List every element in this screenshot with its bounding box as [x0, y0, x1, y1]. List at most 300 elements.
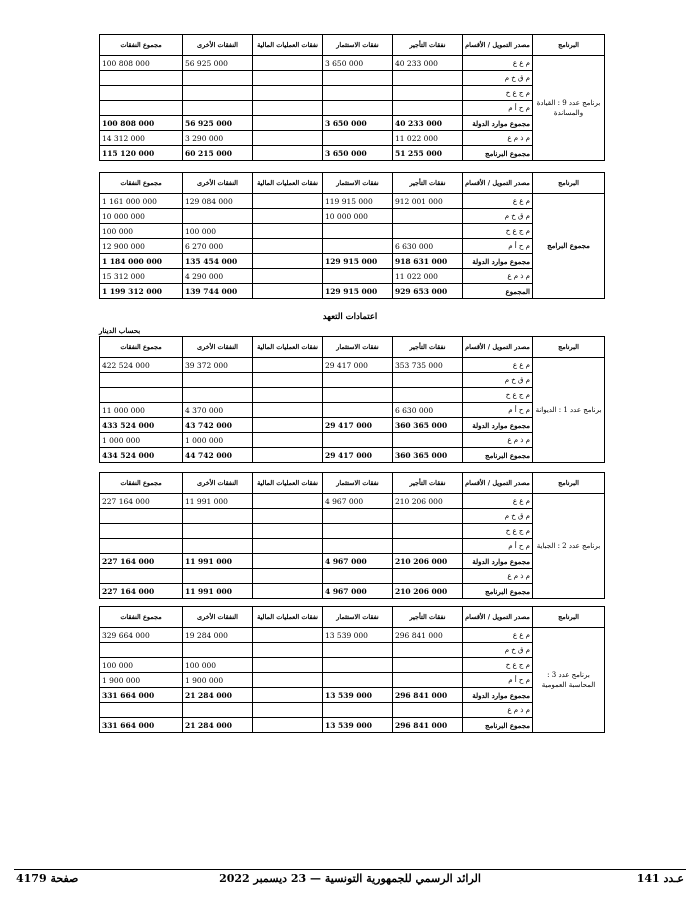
table-row	[100, 418, 605, 433]
column-header: نفقات الاستثمار	[323, 173, 393, 194]
funding-source: م ق خ م	[463, 509, 533, 524]
column-header: نفقات التأجير	[393, 607, 463, 628]
column-header: النفقات الأخرى	[183, 337, 253, 358]
funding-source: م ذ م ع	[463, 131, 533, 146]
amount-cell: 1 184 000 000	[100, 254, 183, 269]
amount-cell	[253, 628, 323, 643]
amount-cell: 210 206 000	[393, 494, 463, 509]
amount-cell: 4 370 000	[183, 403, 253, 418]
section-title: اعتمادات التعهد	[322, 312, 378, 322]
amount-cell	[183, 209, 253, 224]
funding-source: م ع ع	[463, 494, 533, 509]
amount-cell	[183, 539, 253, 554]
amount-cell	[323, 539, 393, 554]
table-row	[100, 209, 605, 224]
amount-cell	[253, 658, 323, 673]
table-row	[100, 86, 605, 101]
amount-cell: 60 215 000	[183, 146, 253, 161]
funding-source: م ق خ م	[463, 209, 533, 224]
amount-cell	[100, 373, 183, 388]
amount-cell	[323, 403, 393, 418]
amount-cell	[253, 433, 323, 448]
funding-source: م ج ع خ	[463, 524, 533, 539]
funding-source: م ع ع	[463, 628, 533, 643]
amount-cell	[393, 539, 463, 554]
amount-cell: 10 000 000	[100, 209, 183, 224]
amount-cell	[253, 269, 323, 284]
amount-cell: 29 417 000	[323, 448, 393, 463]
funding-source: م ق خ م	[463, 373, 533, 388]
amount-cell: 21 284 000	[183, 718, 253, 733]
amount-cell: 129 915 000	[323, 284, 393, 299]
amount-cell: 296 841 000	[393, 628, 463, 643]
amount-cell	[393, 524, 463, 539]
column-header: النفقات الأخرى	[183, 607, 253, 628]
amount-cell: 331 664 000	[100, 718, 183, 733]
amount-cell	[393, 209, 463, 224]
amount-cell: 360 365 000	[393, 418, 463, 433]
amount-cell	[253, 703, 323, 718]
amount-cell: 14 312 000	[100, 131, 183, 146]
budget-table-all-programs	[99, 172, 605, 299]
column-header: نفقات العمليات المالية	[253, 173, 323, 194]
column-header: نفقات الاستثمار	[323, 607, 393, 628]
amount-cell: 1 000 000	[183, 433, 253, 448]
table-row	[100, 56, 605, 71]
column-header: النفقات الأخرى	[183, 173, 253, 194]
amount-cell	[323, 509, 393, 524]
header-row	[100, 35, 605, 56]
amount-cell: 4 967 000	[323, 584, 393, 599]
amount-cell	[393, 703, 463, 718]
table-row	[100, 131, 605, 146]
amount-cell	[393, 509, 463, 524]
amount-cell: 227 164 000	[100, 494, 183, 509]
amount-cell	[323, 269, 393, 284]
program-name: برنامج عدد 3 : المحاسبة العمومية	[533, 628, 605, 733]
column-header: نفقات الاستثمار	[323, 35, 393, 56]
amount-cell	[253, 403, 323, 418]
amount-cell: 51 255 000	[393, 146, 463, 161]
amount-cell	[393, 86, 463, 101]
amount-cell	[253, 86, 323, 101]
program-name: برنامج عدد 1 : الديوانة	[533, 358, 605, 463]
amount-cell	[323, 224, 393, 239]
amount-cell: 100 000	[100, 224, 183, 239]
amount-cell	[393, 569, 463, 584]
amount-cell	[323, 101, 393, 116]
column-header: نفقات العمليات المالية	[253, 473, 323, 494]
table-row	[100, 448, 605, 463]
amount-cell	[100, 101, 183, 116]
table-row	[100, 703, 605, 718]
amount-cell: 433 524 000	[100, 418, 183, 433]
funding-source: م ع ع	[463, 194, 533, 209]
amount-cell	[100, 86, 183, 101]
funding-source: م ق خ م	[463, 71, 533, 86]
amount-cell	[183, 509, 253, 524]
funding-source: م ذ م ع	[463, 569, 533, 584]
amount-cell	[393, 658, 463, 673]
amount-cell	[253, 101, 323, 116]
amount-cell: 4 290 000	[183, 269, 253, 284]
funding-source: مجموع موارد الدولة	[463, 554, 533, 569]
amount-cell: 11 022 000	[393, 269, 463, 284]
program-name: برنامج عدد 9 : القيادة والمساندة	[533, 56, 605, 161]
column-header: مجموع النفقات	[100, 173, 183, 194]
funding-source: المجموع	[463, 284, 533, 299]
table-row	[100, 539, 605, 554]
amount-cell: 4 967 000	[323, 494, 393, 509]
table-row	[100, 584, 605, 599]
program-name: برنامج عدد 2 : الجباية	[533, 494, 605, 599]
column-header: نفقات التأجير	[393, 173, 463, 194]
amount-cell	[183, 373, 253, 388]
funding-source: م ج ع خ	[463, 388, 533, 403]
funding-source: مجموع موارد الدولة	[463, 254, 533, 269]
amount-cell	[183, 524, 253, 539]
amount-cell: 3 650 000	[323, 146, 393, 161]
amount-cell	[393, 388, 463, 403]
amount-cell: 100 000	[183, 224, 253, 239]
amount-cell	[393, 224, 463, 239]
amount-cell	[323, 388, 393, 403]
column-header: نفقات العمليات المالية	[253, 35, 323, 56]
amount-cell	[253, 509, 323, 524]
amount-cell: 129 915 000	[323, 254, 393, 269]
table-row	[100, 509, 605, 524]
funding-source: م ح أ م	[463, 539, 533, 554]
amount-cell	[323, 703, 393, 718]
column-header: البرنامج	[533, 473, 605, 494]
amount-cell: 912 001 000	[393, 194, 463, 209]
column-header: مصدر التمويل / الأقسام	[463, 473, 533, 494]
amount-cell: 119 915 000	[323, 194, 393, 209]
amount-cell	[253, 718, 323, 733]
amount-cell: 29 417 000	[323, 358, 393, 373]
amount-cell	[253, 673, 323, 688]
amount-cell	[323, 643, 393, 658]
amount-cell: 4 967 000	[323, 554, 393, 569]
amount-cell: 3 290 000	[183, 131, 253, 146]
amount-cell: 1 900 000	[183, 673, 253, 688]
column-header: البرنامج	[533, 173, 605, 194]
table-row	[100, 628, 605, 643]
amount-cell: 1 000 000	[100, 433, 183, 448]
amount-cell	[253, 524, 323, 539]
amount-cell: 11 991 000	[183, 554, 253, 569]
amount-cell	[253, 284, 323, 299]
amount-cell	[323, 658, 393, 673]
amount-cell: 13 539 000	[323, 718, 393, 733]
amount-cell	[253, 418, 323, 433]
funding-source: مجموع البرنامج	[463, 448, 533, 463]
amount-cell: 1 900 000	[100, 673, 183, 688]
amount-cell	[253, 584, 323, 599]
amount-cell: 422 524 000	[100, 358, 183, 373]
amount-cell	[253, 71, 323, 86]
amount-cell: 12 900 000	[100, 239, 183, 254]
amount-cell	[253, 116, 323, 131]
amount-cell	[253, 539, 323, 554]
amount-cell: 43 742 000	[183, 418, 253, 433]
column-header: نفقات التأجير	[393, 35, 463, 56]
amount-cell: 100 000	[183, 658, 253, 673]
amount-cell: 10 000 000	[323, 209, 393, 224]
amount-cell	[323, 131, 393, 146]
amount-cell	[253, 688, 323, 703]
amount-cell	[253, 254, 323, 269]
amount-cell	[100, 509, 183, 524]
budget-table-program-9	[99, 34, 605, 161]
table-row	[100, 688, 605, 703]
amount-cell: 56 925 000	[183, 116, 253, 131]
funding-source: مجموع موارد الدولة	[463, 418, 533, 433]
column-header: البرنامج	[533, 607, 605, 628]
amount-cell	[183, 388, 253, 403]
column-header: مجموع النفقات	[100, 607, 183, 628]
amount-cell	[253, 373, 323, 388]
amount-cell	[393, 71, 463, 86]
column-header: نفقات التأجير	[393, 473, 463, 494]
table-row	[100, 494, 605, 509]
funding-source: م ج ع خ	[463, 658, 533, 673]
funding-source: مجموع البرنامج	[463, 146, 533, 161]
amount-cell: 129 084 000	[183, 194, 253, 209]
header-row	[100, 337, 605, 358]
amount-cell	[253, 569, 323, 584]
table-row	[100, 718, 605, 733]
amount-cell: 6 270 000	[183, 239, 253, 254]
funding-source: م ج ع خ	[463, 224, 533, 239]
amount-cell: 3 650 000	[323, 56, 393, 71]
funding-source: م ق خ م	[463, 643, 533, 658]
amount-cell: 44 742 000	[183, 448, 253, 463]
amount-cell: 296 841 000	[393, 718, 463, 733]
amount-cell: 360 365 000	[393, 448, 463, 463]
amount-cell	[323, 673, 393, 688]
table-row	[100, 554, 605, 569]
amount-cell: 29 417 000	[323, 418, 393, 433]
amount-cell	[323, 86, 393, 101]
amount-cell: 227 164 000	[100, 584, 183, 599]
amount-cell: 56 925 000	[183, 56, 253, 71]
amount-cell	[393, 373, 463, 388]
amount-cell: 100 808 000	[100, 56, 183, 71]
page-number: صفحة 4179	[16, 872, 79, 885]
table-row	[100, 254, 605, 269]
table-row	[100, 101, 605, 116]
funding-source: م ج ع خ	[463, 86, 533, 101]
amount-cell	[100, 643, 183, 658]
amount-cell: 40 233 000	[393, 116, 463, 131]
funding-source: م ح أ م	[463, 403, 533, 418]
column-header: النفقات الأخرى	[183, 35, 253, 56]
column-header: نفقات العمليات المالية	[253, 607, 323, 628]
table-row	[100, 569, 605, 584]
amount-cell	[253, 146, 323, 161]
amount-cell	[183, 569, 253, 584]
amount-cell	[183, 71, 253, 86]
amount-cell: 353 735 000	[393, 358, 463, 373]
amount-cell	[393, 433, 463, 448]
amount-cell	[323, 524, 393, 539]
column-header: نفقات العمليات المالية	[253, 337, 323, 358]
amount-cell	[100, 71, 183, 86]
table-row	[100, 643, 605, 658]
amount-cell: 11 991 000	[183, 584, 253, 599]
header-row	[100, 173, 605, 194]
amount-cell: 21 284 000	[183, 688, 253, 703]
funding-source: م ع ع	[463, 358, 533, 373]
issue-number: عـدد 141	[636, 872, 684, 885]
column-header: مصدر التمويل / الأقسام	[463, 607, 533, 628]
amount-cell	[253, 209, 323, 224]
column-header: مصدر التمويل / الأقسام	[463, 35, 533, 56]
column-header: نفقات الاستثمار	[323, 337, 393, 358]
amount-cell	[253, 239, 323, 254]
funding-source: م ح أ م	[463, 101, 533, 116]
header-row	[100, 607, 605, 628]
amount-cell: 40 233 000	[393, 56, 463, 71]
amount-cell	[100, 539, 183, 554]
amount-cell: 11 991 000	[183, 494, 253, 509]
funding-source: مجموع البرنامج	[463, 584, 533, 599]
funding-source: مجموع البرنامج	[463, 718, 533, 733]
amount-cell: 210 206 000	[393, 584, 463, 599]
table-row	[100, 388, 605, 403]
amount-cell	[323, 239, 393, 254]
amount-cell	[323, 433, 393, 448]
amount-cell: 100 808 000	[100, 116, 183, 131]
column-header: البرنامج	[533, 337, 605, 358]
table-row	[100, 71, 605, 86]
amount-cell: 139 744 000	[183, 284, 253, 299]
amount-cell: 434 524 000	[100, 448, 183, 463]
amount-cell	[253, 56, 323, 71]
amount-cell	[393, 673, 463, 688]
funding-source: مجموع موارد الدولة	[463, 116, 533, 131]
funding-source: مجموع موارد الدولة	[463, 688, 533, 703]
amount-cell: 11 000 000	[100, 403, 183, 418]
table-row	[100, 403, 605, 418]
column-header: نفقات الاستثمار	[323, 473, 393, 494]
table-row	[100, 194, 605, 209]
amount-cell	[253, 194, 323, 209]
table-row	[100, 433, 605, 448]
funding-source: م ع ع	[463, 56, 533, 71]
amount-cell: 135 454 000	[183, 254, 253, 269]
column-header: البرنامج	[533, 35, 605, 56]
table-row	[100, 673, 605, 688]
amount-cell	[183, 643, 253, 658]
amount-cell	[100, 569, 183, 584]
amount-cell: 3 650 000	[323, 116, 393, 131]
amount-cell: 6 630 000	[393, 403, 463, 418]
column-header: نفقات التأجير	[393, 337, 463, 358]
amount-cell: 15 312 000	[100, 269, 183, 284]
amount-cell	[323, 373, 393, 388]
amount-cell	[100, 388, 183, 403]
table-row	[100, 239, 605, 254]
amount-cell: 227 164 000	[100, 554, 183, 569]
column-header: مجموع النفقات	[100, 337, 183, 358]
amount-cell	[183, 86, 253, 101]
table-row	[100, 524, 605, 539]
amount-cell	[253, 643, 323, 658]
amount-cell	[323, 71, 393, 86]
amount-cell	[183, 101, 253, 116]
column-header: مجموع النفقات	[100, 473, 183, 494]
table-row	[100, 358, 605, 373]
amount-cell	[253, 448, 323, 463]
amount-cell: 13 539 000	[323, 628, 393, 643]
amount-cell: 918 631 000	[393, 254, 463, 269]
amount-cell	[100, 703, 183, 718]
amount-cell: 1 199 312 000	[100, 284, 183, 299]
amount-cell: 331 664 000	[100, 688, 183, 703]
amount-cell: 39 372 000	[183, 358, 253, 373]
amount-cell	[393, 643, 463, 658]
amount-cell	[183, 703, 253, 718]
amount-cell	[253, 388, 323, 403]
footer-rule	[14, 869, 686, 870]
header-row	[100, 473, 605, 494]
budget-table-program-3	[99, 606, 605, 733]
budget-table-program-2	[99, 472, 605, 599]
amount-cell: 296 841 000	[393, 688, 463, 703]
funding-source: م ذ م ع	[463, 703, 533, 718]
column-header: مصدر التمويل / الأقسام	[463, 173, 533, 194]
amount-cell: 11 022 000	[393, 131, 463, 146]
amount-cell: 210 206 000	[393, 554, 463, 569]
budget-table-program-1	[99, 336, 605, 463]
amount-cell: 1 161 000 000	[100, 194, 183, 209]
table-row	[100, 658, 605, 673]
amount-cell: 100 000	[100, 658, 183, 673]
amount-cell	[253, 224, 323, 239]
funding-source: م ح أ م	[463, 673, 533, 688]
column-header: مجموع النفقات	[100, 35, 183, 56]
column-header: النفقات الأخرى	[183, 473, 253, 494]
program-name: مجموع البرامج	[533, 194, 605, 299]
table-row	[100, 116, 605, 131]
amount-cell	[100, 524, 183, 539]
amount-cell: 13 539 000	[323, 688, 393, 703]
amount-cell: 115 120 000	[100, 146, 183, 161]
amount-cell	[253, 494, 323, 509]
table-row	[100, 146, 605, 161]
table-row	[100, 373, 605, 388]
funding-source: م ح أ م	[463, 239, 533, 254]
table-row	[100, 284, 605, 299]
unit-note: بحساب الدينار	[99, 326, 141, 335]
column-header: مصدر التمويل / الأقسام	[463, 337, 533, 358]
amount-cell	[253, 131, 323, 146]
amount-cell: 329 664 000	[100, 628, 183, 643]
funding-source: م ذ م ع	[463, 433, 533, 448]
funding-source: م ذ م ع	[463, 269, 533, 284]
amount-cell	[253, 554, 323, 569]
table-row	[100, 224, 605, 239]
table-row	[100, 269, 605, 284]
amount-cell	[393, 101, 463, 116]
amount-cell	[253, 358, 323, 373]
amount-cell: 929 653 000	[393, 284, 463, 299]
amount-cell: 19 284 000	[183, 628, 253, 643]
journal-title: الرائد الرسمي للجمهورية التونسية — 23 ديسمبر 2022	[219, 872, 481, 885]
amount-cell	[323, 569, 393, 584]
